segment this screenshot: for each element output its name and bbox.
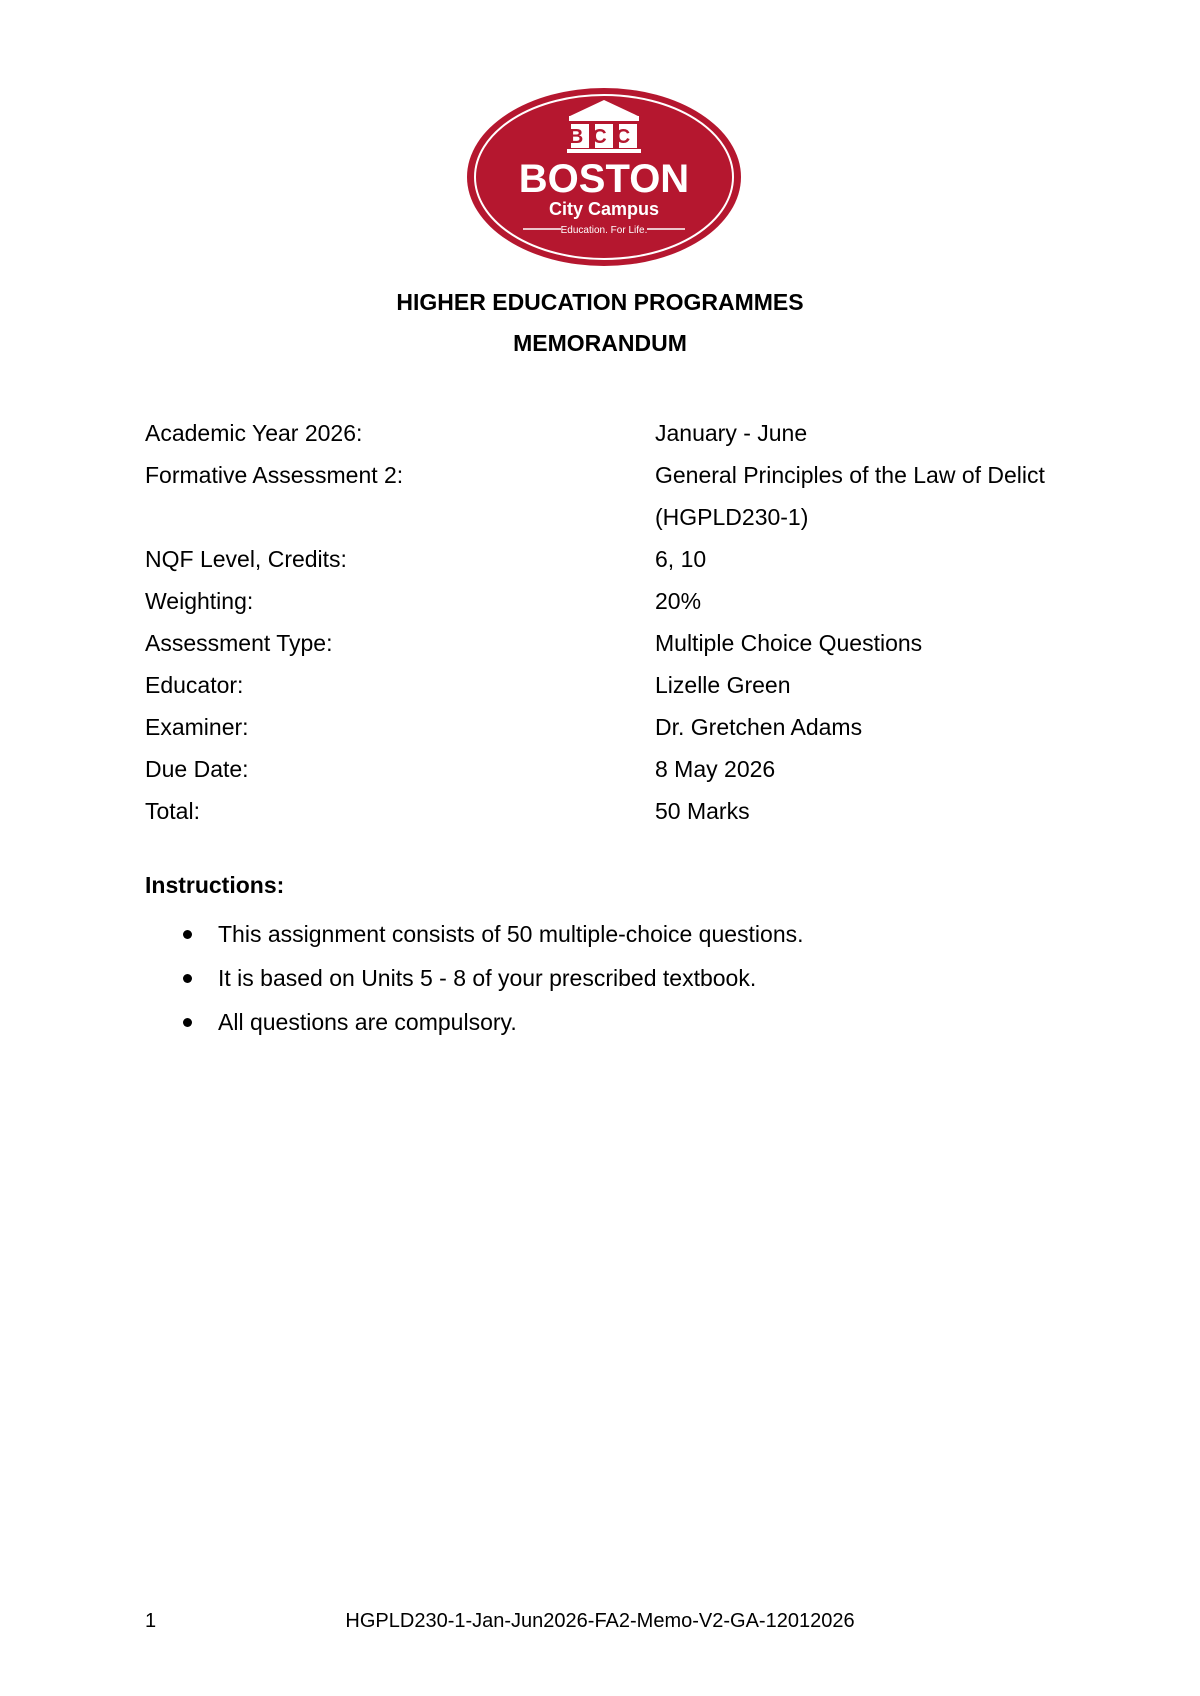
logo-subname: City Campus — [548, 199, 660, 219]
detail-value: January - June — [655, 420, 808, 446]
detail-label: Examiner: — [145, 714, 249, 740]
logo-initials: BCC — [568, 126, 640, 148]
instruction-text: It is based on Units 5 - 8 of your prescribed textbook. — [218, 965, 757, 991]
detail-label: NQF Level, Credits: — [145, 546, 347, 572]
detail-label: Formative Assessment 2: — [145, 462, 404, 488]
detail-label: Academic Year 2026: — [145, 420, 363, 446]
bullet-icon — [183, 1018, 192, 1027]
logo-name: BOSTON — [518, 157, 690, 201]
detail-value: Lizelle Green — [655, 672, 791, 698]
details-row-due-date — [145, 748, 1095, 790]
bullet-icon — [183, 930, 192, 939]
detail-value: Multiple Choice Questions — [655, 630, 923, 656]
details-row-total — [145, 790, 1095, 832]
detail-value: Dr. Gretchen Adams — [655, 714, 863, 740]
boston-city-campus-logo — [465, 86, 743, 268]
detail-value: 50 Marks — [655, 798, 750, 824]
detail-value: General Principles of the Law of Delict — [655, 462, 1045, 488]
details-row-weighting — [145, 580, 1095, 622]
bullet-icon — [183, 974, 192, 983]
programme-heading: HIGHER EDUCATION PROGRAMMES — [396, 289, 804, 315]
details-row-module-code — [145, 496, 1095, 538]
details-row-educator — [145, 664, 1095, 706]
instruction-text: All questions are compulsory. — [218, 1009, 517, 1035]
logo-tagline: Education. For Life. — [560, 225, 648, 236]
detail-value: 20% — [655, 588, 702, 614]
detail-label: Total: — [145, 798, 200, 824]
instructions-title: Instructions: — [145, 872, 285, 898]
detail-value: 8 May 2026 — [655, 756, 776, 782]
list-item — [145, 1000, 1095, 1044]
details-row-examiner — [145, 706, 1095, 748]
memorandum-heading: MEMORANDUM — [513, 330, 687, 356]
details-row-nqf-level — [145, 538, 1095, 580]
detail-label: Educator: — [145, 672, 244, 698]
instruction-text: This assignment consists of 50 multiple-choice questions. — [218, 921, 804, 947]
details-row-formative-assessment — [145, 454, 1095, 496]
list-item — [145, 956, 1095, 1000]
instructions-list — [145, 912, 1095, 1044]
page-number: 1 — [145, 1610, 157, 1632]
detail-label: Assessment Type: — [145, 630, 333, 656]
document-code: HGPLD230-1-Jan-Jun2026-FA2-Memo-V2-GA-12012026 — [345, 1610, 855, 1632]
detail-label: Due Date: — [145, 756, 249, 782]
detail-value: (HGPLD230-1) — [655, 504, 809, 530]
list-item — [145, 912, 1095, 956]
assessment-details — [145, 412, 1095, 832]
details-row-academic-year — [145, 412, 1095, 454]
detail-label — [145, 496, 655, 538]
detail-value: 6, 10 — [655, 546, 707, 572]
details-row-assessment-type — [145, 622, 1095, 664]
detail-label: Weighting: — [145, 588, 254, 614]
